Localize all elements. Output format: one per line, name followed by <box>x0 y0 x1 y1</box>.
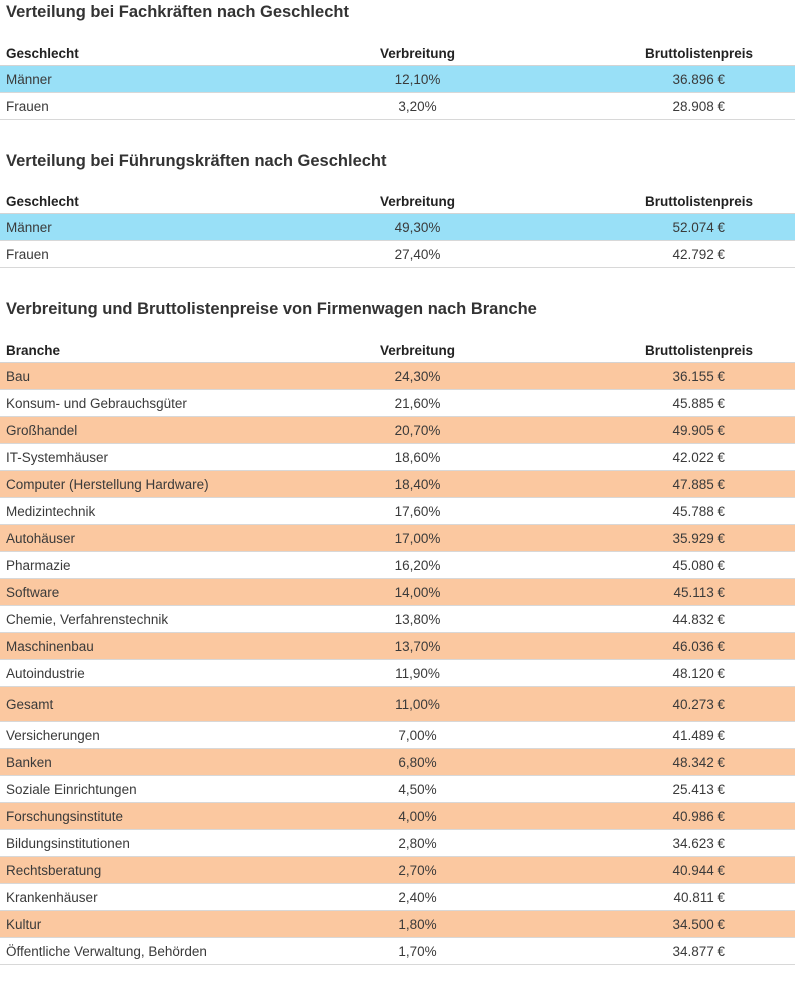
cell-branche: Bau <box>0 363 284 390</box>
cell-branche: Konsum- und Gebrauchsgüter <box>0 390 284 417</box>
column-header-bruttolistenpreis: Bruttolistenpreis <box>551 189 795 214</box>
table-row <box>0 776 795 803</box>
table-row <box>0 722 795 749</box>
section-branche <box>0 268 795 965</box>
cell-verbreitung: 13,80% <box>284 606 551 633</box>
column-header-verbreitung: Verbreitung <box>284 338 551 363</box>
table-fuehrungskraefte <box>0 189 795 268</box>
cell-bruttolistenpreis: 40.811 € <box>551 884 795 911</box>
section-title: Verteilung bei Fachkräften nach Geschlecht <box>6 3 349 21</box>
table-header-row <box>0 41 795 66</box>
cell-geschlecht: Männer <box>0 66 284 93</box>
cell-bruttolistenpreis: 40.944 € <box>551 857 795 884</box>
cell-verbreitung: 12,10% <box>284 66 551 93</box>
cell-bruttolistenpreis: 35.929 € <box>551 525 795 552</box>
cell-bruttolistenpreis: 34.877 € <box>551 938 795 965</box>
cell-bruttolistenpreis: 45.885 € <box>551 390 795 417</box>
cell-bruttolistenpreis: 25.413 € <box>551 776 795 803</box>
cell-verbreitung: 16,20% <box>284 552 551 579</box>
table-branche <box>0 338 795 965</box>
table-row <box>0 911 795 938</box>
table-header-row <box>0 338 795 363</box>
cell-branche: Computer (Herstellung Hardware) <box>0 471 284 498</box>
cell-verbreitung: 24,30% <box>284 363 551 390</box>
cell-bruttolistenpreis: 41.489 € <box>551 722 795 749</box>
table-row <box>0 417 795 444</box>
column-header-verbreitung: Verbreitung <box>284 189 551 214</box>
cell-bruttolistenpreis: 46.036 € <box>551 633 795 660</box>
table-row <box>0 66 795 93</box>
table-row <box>0 552 795 579</box>
cell-branche: Chemie, Verfahrenstechnik <box>0 606 284 633</box>
table-row <box>0 444 795 471</box>
column-header-bruttolistenpreis: Bruttolistenpreis <box>551 41 795 66</box>
column-header-branche: Branche <box>0 338 284 363</box>
table-row <box>0 857 795 884</box>
cell-verbreitung: 2,70% <box>284 857 551 884</box>
table-branche-body <box>0 363 795 965</box>
cell-branche: Soziale Einrichtungen <box>0 776 284 803</box>
cell-geschlecht: Frauen <box>0 93 284 120</box>
table-row <box>0 579 795 606</box>
cell-bruttolistenpreis: 42.792 € <box>551 241 795 268</box>
cell-branche: Autoindustrie <box>0 660 284 687</box>
cell-verbreitung: 13,70% <box>284 633 551 660</box>
table-row <box>0 749 795 776</box>
cell-verbreitung: 17,60% <box>284 498 551 525</box>
table-row <box>0 803 795 830</box>
cell-bruttolistenpreis: 45.080 € <box>551 552 795 579</box>
cell-bruttolistenpreis: 52.074 € <box>551 214 795 241</box>
table-row <box>0 938 795 965</box>
cell-branche: Banken <box>0 749 284 776</box>
cell-bruttolistenpreis: 36.896 € <box>551 66 795 93</box>
cell-branche: Software <box>0 579 284 606</box>
table-row <box>0 606 795 633</box>
cell-verbreitung: 2,40% <box>284 884 551 911</box>
cell-verbreitung: 17,00% <box>284 525 551 552</box>
table-row <box>0 525 795 552</box>
cell-branche: Gesamt <box>0 687 284 722</box>
cell-verbreitung: 21,60% <box>284 390 551 417</box>
table-row <box>0 93 795 120</box>
column-header-bruttolistenpreis: Bruttolistenpreis <box>551 338 795 363</box>
cell-bruttolistenpreis: 47.885 € <box>551 471 795 498</box>
cell-branche: Großhandel <box>0 417 284 444</box>
cell-branche: Kultur <box>0 911 284 938</box>
cell-verbreitung: 1,70% <box>284 938 551 965</box>
cell-verbreitung: 49,30% <box>284 214 551 241</box>
section-title: Verteilung bei Führungskräften nach Geschlecht <box>6 152 387 170</box>
cell-branche: Versicherungen <box>0 722 284 749</box>
cell-geschlecht: Frauen <box>0 241 284 268</box>
cell-branche: Medizintechnik <box>0 498 284 525</box>
cell-branche: Forschungsinstitute <box>0 803 284 830</box>
table-row <box>0 687 795 722</box>
table-row <box>0 498 795 525</box>
cell-bruttolistenpreis: 48.120 € <box>551 660 795 687</box>
cell-geschlecht: Männer <box>0 214 284 241</box>
cell-verbreitung: 4,50% <box>284 776 551 803</box>
cell-bruttolistenpreis: 45.788 € <box>551 498 795 525</box>
cell-bruttolistenpreis: 40.273 € <box>551 687 795 722</box>
cell-bruttolistenpreis: 48.342 € <box>551 749 795 776</box>
cell-branche: Öffentliche Verwaltung, Behörden <box>0 938 284 965</box>
cell-bruttolistenpreis: 34.623 € <box>551 830 795 857</box>
cell-bruttolistenpreis: 42.022 € <box>551 444 795 471</box>
cell-verbreitung: 11,00% <box>284 687 551 722</box>
cell-bruttolistenpreis: 34.500 € <box>551 911 795 938</box>
table-row <box>0 830 795 857</box>
column-header-geschlecht: Geschlecht <box>0 189 284 214</box>
cell-verbreitung: 2,80% <box>284 830 551 857</box>
column-header-verbreitung: Verbreitung <box>284 41 551 66</box>
cell-bruttolistenpreis: 40.986 € <box>551 803 795 830</box>
cell-branche: IT-Systemhäuser <box>0 444 284 471</box>
table-row <box>0 884 795 911</box>
cell-bruttolistenpreis: 36.155 € <box>551 363 795 390</box>
cell-verbreitung: 1,80% <box>284 911 551 938</box>
cell-verbreitung: 6,80% <box>284 749 551 776</box>
cell-branche: Bildungsinstitutionen <box>0 830 284 857</box>
column-header-geschlecht: Geschlecht <box>0 41 284 66</box>
cell-verbreitung: 14,00% <box>284 579 551 606</box>
cell-verbreitung: 18,40% <box>284 471 551 498</box>
table-row <box>0 241 795 268</box>
cell-verbreitung: 7,00% <box>284 722 551 749</box>
table-row <box>0 471 795 498</box>
cell-verbreitung: 18,60% <box>284 444 551 471</box>
cell-branche: Rechtsberatung <box>0 857 284 884</box>
table-row <box>0 660 795 687</box>
table-fachkraefte <box>0 41 795 120</box>
table-row <box>0 633 795 660</box>
section-fachkraefte <box>0 0 795 120</box>
table-header-row <box>0 189 795 214</box>
cell-bruttolistenpreis: 45.113 € <box>551 579 795 606</box>
section-fuehrungskraefte <box>0 120 795 268</box>
cell-verbreitung: 20,70% <box>284 417 551 444</box>
cell-branche: Autohäuser <box>0 525 284 552</box>
cell-branche: Maschinenbau <box>0 633 284 660</box>
cell-bruttolistenpreis: 44.832 € <box>551 606 795 633</box>
cell-bruttolistenpreis: 28.908 € <box>551 93 795 120</box>
cell-branche: Pharmazie <box>0 552 284 579</box>
cell-branche: Krankenhäuser <box>0 884 284 911</box>
cell-verbreitung: 3,20% <box>284 93 551 120</box>
cell-verbreitung: 27,40% <box>284 241 551 268</box>
section-title: Verbreitung und Bruttolistenpreise von Firmenwagen nach Branche <box>6 300 537 318</box>
table-row <box>0 390 795 417</box>
cell-verbreitung: 4,00% <box>284 803 551 830</box>
table-row <box>0 363 795 390</box>
cell-verbreitung: 11,90% <box>284 660 551 687</box>
table-row <box>0 214 795 241</box>
cell-bruttolistenpreis: 49.905 € <box>551 417 795 444</box>
